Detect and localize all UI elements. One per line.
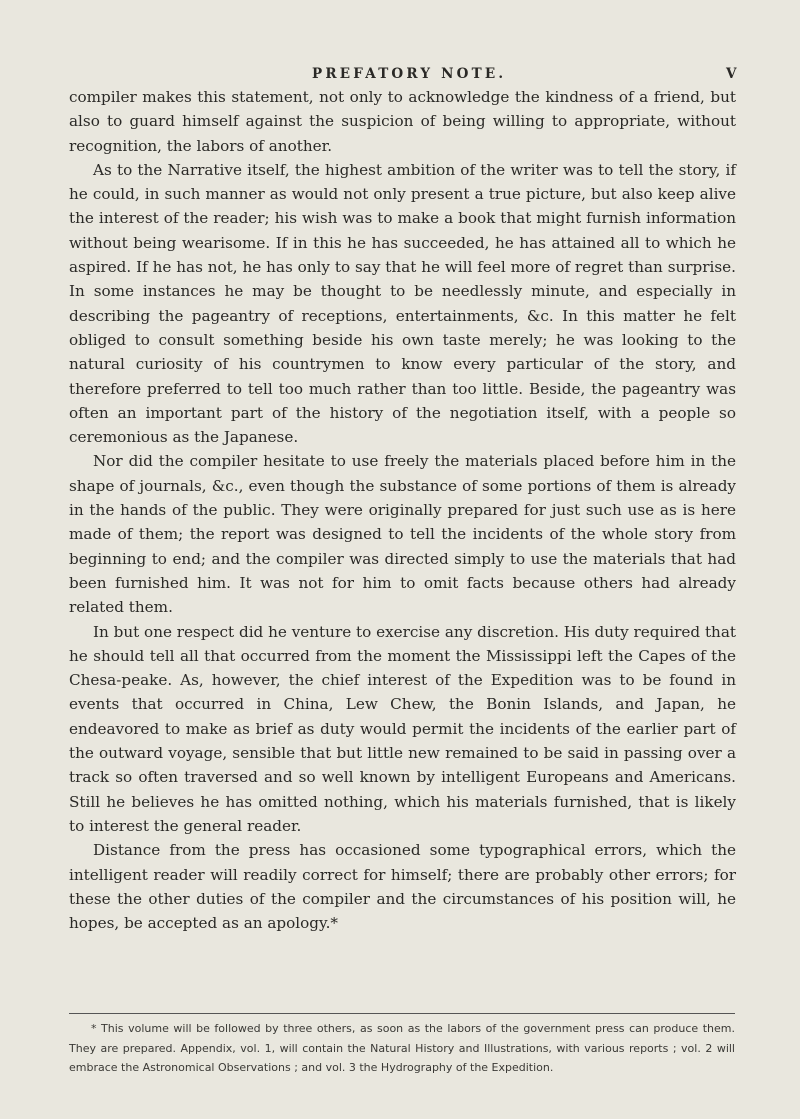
running-header [0, 66, 800, 86]
paragraph: Nor did the compiler hesitate to use freely the materials placed before him in the shape of journals, &c., even though the substance of some portions of them is already in the hands of the public. They were originally prepared for just such use as is here made of them; the report was designed to tell the incidents of the whole story from beginning to end; and the compiler was directed simply to use the materials that had been furnished him. It was not for him to omit facts because others had already related them. [69, 452, 736, 617]
paragraph: As to the Narrative itself, the highest ambition of the writer was to tell the story, if he could, in such manner as would not only present a true picture, but also keep alive the interest of the reader; his wish was to make a book that might furnish information without being wearisome. If in this he has succeeded, he has attained all to which he aspired. If he has not, he has only to say that he will feel more of regret than surprise. In some instances he may be thought to be needlessly minute, and especially in describing the pageantry of receptions, entertainments, &c. In this matter he felt obliged to consult something beside his own taste merely; he was looking to the natural curiosity of his countrymen to know every particular of the story, and therefore preferred to tell too much rather than too little. Beside, the pageantry was often an important part of the history of the negotiation itself, with a people so ceremonious as the Japanese. [69, 160, 736, 447]
footnote: * This volume will be followed by three others, as soon as the labors of the government press can produce them. They are prepared. Appendix, vol. 1, will contain the Natural History and Illustrations, with various reports ; vol. 2 will embrace the Astronomical Observations ; and vol. 3 the Hydrography of the Expedition. [69, 1022, 735, 1074]
body-text [69, 85, 736, 935]
running-title: PREFATORY NOTE. [312, 66, 507, 82]
paragraph: Distance from the press has occasioned some typographical errors, which the intelligent reader will readily correct for himself; there are probably other errors; for these the other duties of the compiler and the circumstances of his position will, he hopes, be accepted as an apology.* [69, 841, 736, 933]
footnote-divider [69, 1013, 735, 1014]
paragraph: compiler makes this statement, not only to acknowledge the kindness of a friend, but also to guard himself against the suspicion of being willing to appropriate, without recognition, the labors of another. [69, 88, 736, 155]
paragraph: In but one respect did he venture to exercise any discretion. His duty required that he should tell all that occurred from the moment the Mississippi left the Capes of the Chesa-peake. As, however, the chief interest of the Expedition was to be found in events that occurred in China, Lew Chew, the Bonin Islands, and Japan, he endeavored to make as brief as duty would permit the incidents of the earlier part of the outward voyage, sensible that but little new remained to be said in passing over a track so often traversed and so well known by intelligent Europeans and Americans. Still he believes he has omitted nothing, which his materials furnished, that is likely to interest the general reader. [69, 622, 736, 835]
page-number: V [726, 66, 737, 82]
